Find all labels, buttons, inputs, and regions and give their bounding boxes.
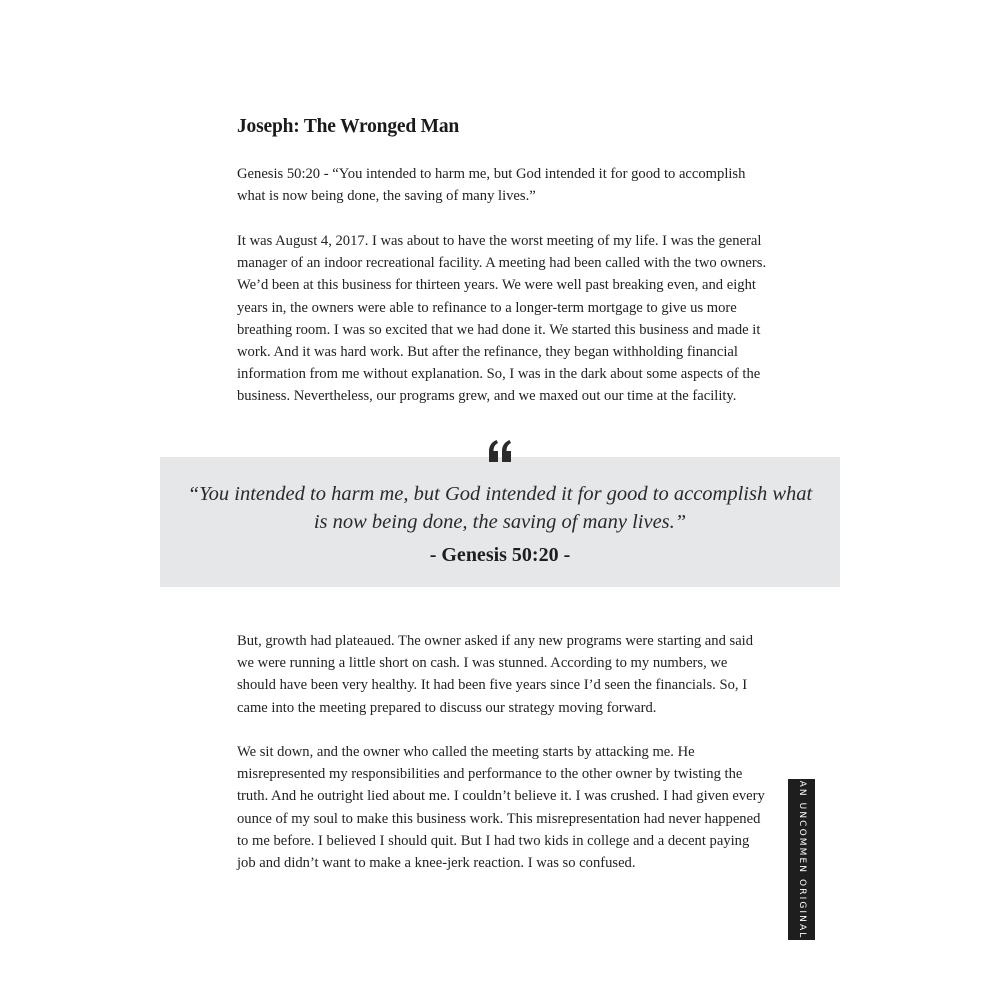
pull-quote-reference: - Genesis 50:20 - [429, 544, 571, 566]
body-paragraph: We sit down, and the owner who called the meeting starts by attacking me. He misrepresented my responsibilities and performance to the other owner by twisting the truth. And he outright lied about me. I couldn’t believe it. I was crushed. I had given every ounce of my soul to make this business work. This misrepresentation had never happened to me before. I believed I should quit. But I had two kids in college and a decent paying job and didn’t want to make a knee-jerk reaction. I was so confused. [237, 744, 765, 872]
side-tab [788, 779, 815, 940]
pull-quote-text: “You intended to harm me, but God intended it for good to accomplish what is now being done, the saving of many lives.” [187, 483, 813, 533]
side-tab-label: AN UNCOMMEN ORIGINAL [796, 780, 807, 939]
body-paragraph: But, growth had plateaued. The owner asked if any new programs were starting and said we were running a little short on cash. I was stunned. According to my numbers, we should have been very healthy. It had been five years since I’d seen the financials. So, I came into the meeting prepared to discuss our strategy moving forward. [237, 633, 754, 716]
page-title: Joseph: The Wronged Man [237, 116, 460, 137]
body-paragraph: It was August 4, 2017. I was about to have the worst meeting of my life. I was the general manager of an indoor recreational facility. A meeting had been called with the two owners. We’d been at this business for thirteen years. We were well past breaking even, and eight years in, the owners were able to refinance to a longer-term mortgage to give us more breathing room. I was so excited that we had done it. We started this business and made it work. And it was hard work. But after the refinance, they began withholding financial information from me without explanation. So, I was in the dark about some aspects of the business. Nevertheless, our programs grew, and we maxed out our time at the facility. [237, 233, 767, 405]
verse-intro: Genesis 50:20 - “You intended to harm me, but God intended it for good to accomplish what is now being done, the saving of many lives.” [237, 166, 746, 205]
quote-icon [478, 428, 522, 472]
